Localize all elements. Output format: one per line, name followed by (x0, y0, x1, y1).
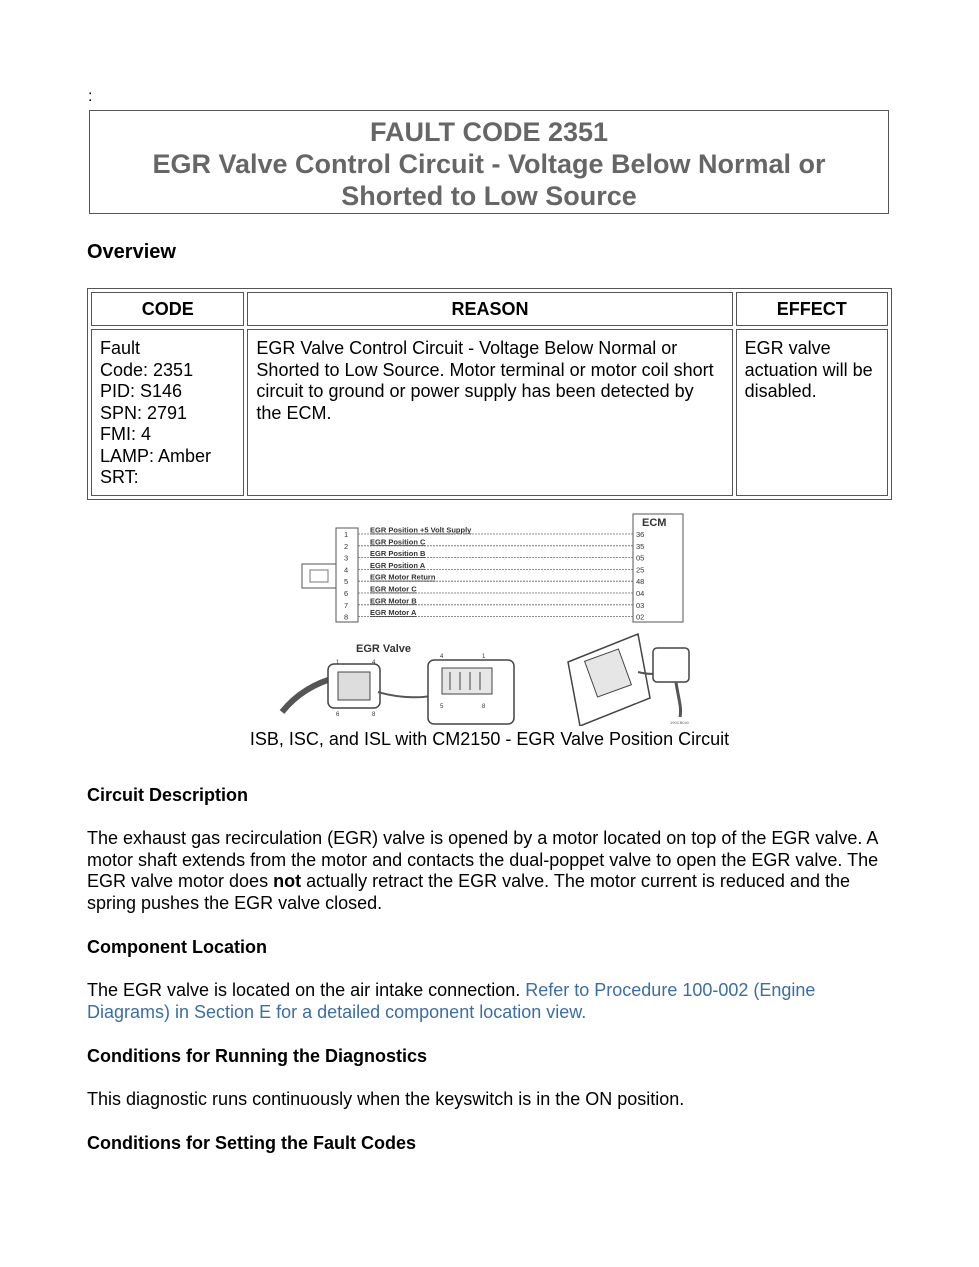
ecm-label: ECM (642, 517, 667, 529)
top-colon: : (88, 88, 93, 105)
code-line: PID: S146 (100, 381, 183, 401)
valve-pin-number: 7 (344, 600, 349, 610)
circuit-description-text (87, 828, 887, 914)
overview-heading: Overview (87, 241, 176, 263)
ecm-pin-number: 48 (636, 577, 645, 587)
code-line: Fault (100, 338, 141, 358)
valve-pin-label: 1 (482, 654, 486, 660)
signal-label: EGR Position +5 Volt Supply (370, 525, 472, 535)
header-effect: EFFECT (736, 292, 888, 326)
valve-pin-number: 5 (344, 577, 349, 587)
code-cell (91, 329, 244, 496)
diagram-caption: ISB, ISC, and ISL with CM2150 - EGR Valve Position Circuit (249, 729, 730, 749)
egr-circuit-diagram (278, 512, 718, 726)
valve-pin-number: 1 (344, 530, 349, 539)
code-line: LAMP: Amber (100, 445, 212, 466)
connector-tab (302, 564, 336, 588)
egr-valve-label: EGR Valve (356, 643, 412, 655)
component-location-heading: Component Location (87, 937, 267, 957)
table-row (91, 329, 888, 496)
code-line: SPN: 2791 (100, 402, 188, 423)
ecm-pin-number: 02 (636, 612, 645, 622)
signal-label: EGR Motor Return (370, 572, 436, 582)
signal-label: EGR Motor A (370, 608, 417, 618)
ecm-pin-number: 05 (636, 553, 645, 563)
component-text-part: The EGR valve is located on the air intake connection. (87, 980, 526, 1000)
ecm-pin-number: 36 (636, 530, 645, 539)
plug-pins (338, 672, 370, 700)
running-diagnostics-heading: Conditions for Running the Diagnostics (87, 1046, 427, 1066)
header-code: CODE (91, 292, 244, 326)
circuit-text-part: actually retract the EGR valve. The motor current is reduced and the spring pushes the EGR valve closed. (87, 871, 850, 913)
code-line: FMI: 4 (100, 424, 152, 444)
valve-pin-label: 6 (336, 712, 340, 718)
effect-cell: EGR valve actuation will be disabled. (736, 329, 888, 496)
ecm-harness-wire (676, 682, 681, 717)
code-line: SRT: (100, 467, 139, 487)
signal-label: EGR Position A (370, 560, 426, 570)
fault-description-line1: EGR Valve Control Circuit - Voltage Below Normal or (152, 149, 826, 179)
signal-label: EGR Motor C (370, 584, 417, 594)
component-location-text (87, 980, 887, 1023)
signal-label: EGR Motor B (370, 596, 417, 606)
valve-pin-label: 5 (440, 704, 444, 710)
fault-table (87, 288, 892, 500)
ecm-pin-number: 25 (636, 565, 645, 575)
ecm-pin-number: 03 (636, 600, 645, 610)
signal-label: EGR Position B (370, 549, 426, 559)
circuit-text-part: The exhaust gas recirculation (EGR) valve is opened by a motor located on top of the EGR valve. A motor shaft extends from the motor and contacts the dual-poppet valve to open the EGR valve. The EGR valve motor does (87, 828, 879, 892)
valve-pin-number: 2 (344, 541, 349, 551)
fault-title-box (89, 110, 889, 214)
running-diagnostics-text: This diagnostic runs continuously when the keyswitch is in the ON position. (87, 1089, 685, 1109)
valve-pin-number: 6 (344, 589, 349, 598)
valve-pin-label: 4 (372, 660, 376, 666)
valve-pin-label: 8 (482, 704, 486, 710)
header-reason: REASON (247, 292, 732, 326)
circuit-description-heading: Circuit Description (87, 785, 249, 805)
valve-pin-number: 3 (344, 553, 349, 563)
signal-label: EGR Position C (370, 537, 426, 547)
circuit-text-bold: not (273, 871, 302, 892)
diagram-ref-code: 190CB040 (670, 720, 689, 725)
setting-fault-codes-heading: Conditions for Setting the Fault Codes (87, 1133, 416, 1153)
ecm-pin-number: 04 (636, 589, 645, 598)
valve-pin-label: 1 (336, 660, 340, 666)
fault-description-line2: Shorted to Low Source (341, 181, 637, 211)
ecm-harness-plug (653, 648, 689, 682)
procedure-link[interactable]: Refer to Procedure 100-002 (Engine Diagrams) in Section E for a detailed component location view. (87, 980, 816, 1022)
fault-code-title: FAULT CODE 2351 (369, 117, 609, 147)
ecm-pin-number: 35 (636, 541, 645, 551)
code-line: Code: 2351 (100, 359, 194, 380)
valve-pin-label: 8 (372, 712, 376, 718)
reason-cell: EGR Valve Control Circuit - Voltage Below Normal or Shorted to Low Source. Motor terminal or motor coil short circuit to ground or power supply has been detected by the ECM. (247, 329, 732, 496)
wire-group (344, 526, 644, 622)
valve-pin-label: 4 (440, 654, 444, 660)
valve-pin-number: 8 (344, 612, 349, 622)
valve-pin-number: 4 (344, 565, 349, 575)
table-header-row (91, 292, 888, 326)
